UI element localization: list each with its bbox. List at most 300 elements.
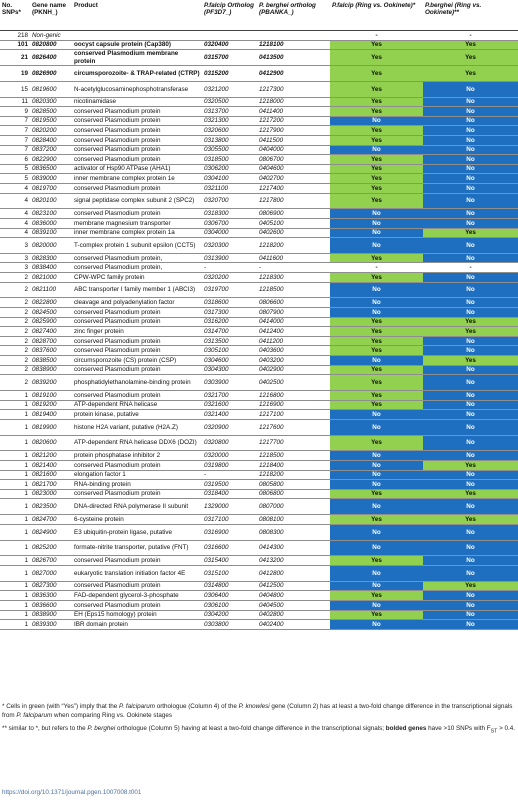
pb-result-cell: No [423,480,518,490]
pf-result-cell: No [330,209,423,219]
pb-ortholog-cell: 0403200 [257,356,330,366]
product-cell: RNA-binding protein [72,480,202,490]
table-row [0,400,518,410]
pf-ortholog-cell: 0320000 [202,451,257,461]
pb-result-cell: Yes [423,515,518,525]
pb-result-cell: No [423,556,518,566]
table-row [0,410,518,420]
pb-ortholog-cell: 0404000 [257,145,330,155]
header-nsnps: No. SNPs* [0,1,30,31]
pb-result-cell: No [423,470,518,480]
pb-ortholog-cell: 0411600 [257,253,330,263]
gene-id-cell: 0824700 [30,515,72,525]
product-cell: formate-nitrite transporter, putative (FNT) [72,540,202,556]
gene-id-cell: 0819400 [30,410,72,420]
pb-ortholog-cell: - [257,263,330,273]
product-cell: conserved Plasmodium protein [72,556,202,566]
gene-id-cell: 0836500 [30,164,72,174]
pb-ortholog-cell: 1217400 [257,183,330,193]
table-row [0,620,518,630]
product-cell: FAD-dependent glycerol-3-phosphate [72,591,202,601]
footnote-text: gene (Column 2) has at least a two-fold change difference in the transcriptional signals from [2,703,513,719]
nsnps-cell: 1 [0,419,30,435]
pf-ortholog-cell: 0319500 [202,480,257,490]
pf-ortholog-cell: 0317100 [202,515,257,525]
gene-id-cell: 0822800 [30,298,72,308]
pb-ortholog-cell: 0806900 [257,209,330,219]
gene-id-cell: 0826400 [30,50,72,66]
nsnps-cell: 1 [0,480,30,490]
pf-ortholog-cell: 0321300 [202,116,257,126]
pf-result-cell: No [330,410,423,420]
pf-result-cell: No [330,499,423,515]
pf-ortholog-cell: 0303800 [202,620,257,630]
pb-ortholog-cell: 0404800 [257,591,330,601]
nsnps-cell: 1 [0,515,30,525]
pf-result-cell: No [330,419,423,435]
gene-id-cell: 0839000 [30,174,72,184]
footnote-species: P. falciparum [16,711,53,719]
pf-result-cell: Yes [330,81,423,97]
gene-id-cell: 0819500 [30,116,72,126]
pb-result-cell: No [423,336,518,346]
footnote-text: > 0.4. [497,725,516,732]
product-cell: ATP-dependent RNA helicase [72,400,202,410]
product-cell: circumsporozoite- & TRAP-related (CTRP) [72,65,202,81]
nsnps-cell: 2 [0,365,30,375]
pb-result-cell: No [423,107,518,117]
pb-result-cell: No [423,308,518,318]
pf-ortholog-cell: 0304200 [202,610,257,620]
pf-result-cell: Yes [330,336,423,346]
nsnps-cell: 4 [0,228,30,238]
pb-result-cell: No [423,218,518,228]
pb-ortholog-cell: 0402800 [257,610,330,620]
product-cell: DNA-directed RNA polymerase II subunit [72,499,202,515]
product-cell: conserved Plasmodium protein [72,460,202,470]
nsnps-cell: 2 [0,273,30,283]
nsnps-cell: 2 [0,308,30,318]
table-row [0,126,518,136]
pf-ortholog-cell: 0313500 [202,336,257,346]
product-cell: eukaryotic translation initiation factor 4E [72,565,202,581]
pf-ortholog-cell: 0320800 [202,435,257,451]
product-cell: elongation factor 1 [72,470,202,480]
pf-result-cell: Yes [330,556,423,566]
product-cell: conserved Plasmodium protein [72,336,202,346]
table-row [0,97,518,107]
gene-id-cell: 0827300 [30,581,72,591]
product-cell [72,31,202,41]
pf-result-cell: No [330,356,423,366]
footnote-species: P. falciparum [119,703,155,710]
nsnps-cell: 1 [0,460,30,470]
table-row [0,164,518,174]
product-cell: conserved Plasmodium protein [72,209,202,219]
gene-id-cell: 0828300 [30,253,72,263]
table-row [0,356,518,366]
product-cell: conserved Plasmodium protein [72,581,202,591]
pf-ortholog-cell: 0320300 [202,238,257,254]
pb-result-cell: No [423,97,518,107]
pf-result-cell: Yes [330,183,423,193]
gene-id-cell: 0820100 [30,193,72,209]
pf-ortholog-cell: 0316900 [202,524,257,540]
nsnps-cell: 1 [0,565,30,581]
gene-id-cell: 0823500 [30,499,72,515]
pf-result-cell: No [330,308,423,318]
table-row [0,107,518,117]
table-row [0,480,518,490]
pb-result-cell: No [423,410,518,420]
gene-id-cell: 0821100 [30,282,72,298]
gene-id-cell: Non-genic [30,31,72,41]
footnote-text: orthologue (Column 4) of the [154,703,239,710]
pf-ortholog-cell: 0313700 [202,107,257,117]
pf-result-cell: - [330,263,423,273]
pf-result-cell: Yes [330,193,423,209]
footnote-text: orthologue (Column 5) having at least a two-fold change difference in the transcriptional signals; [115,725,386,732]
gene-id-cell: 0822900 [30,155,72,165]
table-row [0,135,518,145]
pb-result-cell: No [423,164,518,174]
pb-ortholog-cell: 0412900 [257,65,330,81]
nsnps-cell: 9 [0,107,30,117]
pf-result-cell: Yes [330,489,423,499]
pb-ortholog-cell: 1217200 [257,116,330,126]
product-cell: protein kinase, putative [72,410,202,420]
pf-result-cell: Yes [330,273,423,283]
gene-id-cell: 0819700 [30,183,72,193]
gene-id-cell: 0825900 [30,317,72,327]
footnote-1 [2,703,516,720]
pb-result-cell: No [423,174,518,184]
gene-id-cell: 0825200 [30,540,72,556]
product-cell: membrane magnesium transporter [72,218,202,228]
pb-ortholog-cell: 1218500 [257,451,330,461]
table-row [0,228,518,238]
product-cell: nicotinamidase [72,97,202,107]
table-row [0,460,518,470]
gene-id-cell: 0821000 [30,273,72,283]
nsnps-cell: 1 [0,556,30,566]
table-row [0,391,518,401]
table-row [0,540,518,556]
pf-ortholog-cell: - [202,470,257,480]
pb-result-cell: Yes [423,327,518,337]
gene-id-cell: 0821700 [30,480,72,490]
gene-id-cell: 0821600 [30,470,72,480]
product-cell: inner membrane complex protein 1a [72,228,202,238]
pf-ortholog-cell: 0318500 [202,155,257,165]
pb-result-cell: No [423,365,518,375]
table-row [0,470,518,480]
table-row [0,155,518,165]
pb-result-cell: No [423,435,518,451]
pf-result-cell: No [330,565,423,581]
table-row [0,346,518,356]
pf-result-cell: Yes [330,365,423,375]
pb-ortholog-cell: 0411500 [257,135,330,145]
pf-ortholog-cell: 0303900 [202,375,257,391]
gene-id-cell: 0827000 [30,565,72,581]
table-row [0,273,518,283]
footnote-subscript: ST [490,728,498,735]
nsnps-cell: 1 [0,391,30,401]
pf-result-cell: Yes [330,65,423,81]
pf-result-cell: - [330,31,423,41]
table-row [0,209,518,219]
table-row [0,610,518,620]
nsnps-cell: 2 [0,317,30,327]
gene-id-cell: 0826900 [30,65,72,81]
pb-result-cell: No [423,419,518,435]
pb-result-cell: Yes [423,460,518,470]
pb-ortholog-cell: 0404600 [257,164,330,174]
pf-result-cell: Yes [330,174,423,184]
gene-id-cell: 0839200 [30,375,72,391]
pb-ortholog-cell: 0414000 [257,317,330,327]
gene-id-cell: 0838900 [30,610,72,620]
pf-ortholog-cell: 0321700 [202,391,257,401]
gene-id-cell: 0838500 [30,356,72,366]
pb-ortholog-cell: 0402500 [257,375,330,391]
nsnps-cell: 7 [0,135,30,145]
product-cell: phosphatidylethanolamine-binding protein [72,375,202,391]
pb-ortholog-cell: 0412800 [257,565,330,581]
product-cell: conserved Plasmodium protein [72,155,202,165]
pb-ortholog-cell: 0414300 [257,540,330,556]
pb-ortholog-cell: 0402600 [257,228,330,238]
pf-result-cell: No [330,470,423,480]
pf-result-cell: Yes [330,253,423,263]
nsnps-cell: 1 [0,470,30,480]
pb-ortholog-cell: 0805800 [257,480,330,490]
pf-ortholog-cell: 0313900 [202,253,257,263]
pf-ortholog-cell: 0320400 [202,40,257,50]
pb-result-cell: No [423,282,518,298]
product-cell: conserved Plasmodium protein [72,317,202,327]
nsnps-cell: 1 [0,591,30,601]
pb-ortholog-cell: 1217800 [257,193,330,209]
pb-result-cell: No [423,193,518,209]
nsnps-cell: 1 [0,540,30,556]
pb-result-cell: No [423,610,518,620]
pb-result-cell: No [423,391,518,401]
pf-ortholog-cell: 0316600 [202,540,257,556]
table-row [0,145,518,155]
pb-ortholog-cell: 0411200 [257,336,330,346]
pb-ortholog-cell: 0806600 [257,298,330,308]
pb-result-cell: No [423,253,518,263]
pb-result-cell: No [423,620,518,630]
gene-id-cell: 0819100 [30,391,72,401]
pb-ortholog-cell: 0412500 [257,581,330,591]
pb-result-cell: Yes [423,228,518,238]
gene-id-cell: 0828500 [30,107,72,117]
product-cell: N-acetylglucosaminephosphotransferase [72,81,202,97]
nsnps-cell: 4 [0,183,30,193]
header-pf-ortholog: P.falcip Ortholog (PF3D7_) [202,1,257,31]
pb-result-cell: Yes [423,317,518,327]
product-cell: CPW-WPC family protein [72,273,202,283]
pb-ortholog-cell [257,31,330,41]
header-pb-result: P.berghei (Ring vs. Ookinete)** [423,1,518,31]
pf-ortholog-cell: 0318300 [202,209,257,219]
pf-ortholog-cell: 1329000 [202,499,257,515]
table-row [0,193,518,209]
pb-ortholog-cell: 1217300 [257,81,330,97]
footnote-2 [2,725,516,736]
pb-ortholog-cell: 0807900 [257,308,330,318]
pf-ortholog-cell: 0315400 [202,556,257,566]
gene-id-cell: 0839300 [30,620,72,630]
pb-ortholog-cell: 1217700 [257,435,330,451]
pb-ortholog-cell: 1218200 [257,238,330,254]
nsnps-cell: 2 [0,336,30,346]
pb-result-cell: No [423,209,518,219]
table-row [0,253,518,263]
pf-result-cell: No [330,298,423,308]
table-row [0,451,518,461]
product-cell: ATP-dependent RNA helicase DDX6 (DOZI) [72,435,202,451]
pf-result-cell: Yes [330,50,423,66]
footnote-text: * Cells in green (with “Yes”) imply that the [2,703,120,710]
pf-result-cell: No [330,145,423,155]
pb-ortholog-cell: 0403600 [257,346,330,356]
table-row [0,263,518,273]
gene-id-cell: 0826700 [30,556,72,566]
pf-result-cell: Yes [330,107,423,117]
header-product: Product [72,1,202,31]
pb-ortholog-cell: 1216800 [257,391,330,401]
pf-ortholog-cell: 0320200 [202,273,257,283]
table-row [0,81,518,97]
pb-ortholog-cell: 0402400 [257,620,330,630]
pf-ortholog-cell: 0306100 [202,600,257,610]
pb-ortholog-cell: 0413200 [257,556,330,566]
pf-result-cell: No [330,581,423,591]
pf-ortholog-cell: 0304000 [202,228,257,238]
pb-result-cell: Yes [423,65,518,81]
nsnps-cell: 15 [0,81,30,97]
pb-ortholog-cell: 1218400 [257,460,330,470]
pb-result-cell: No [423,600,518,610]
table-row [0,336,518,346]
pb-result-cell: No [423,400,518,410]
pb-ortholog-cell: 1218300 [257,273,330,283]
table-row [0,174,518,184]
product-cell: conserved Plasmodium protein [72,135,202,145]
pf-ortholog-cell: 0321200 [202,81,257,97]
nsnps-cell: 7 [0,145,30,155]
table-row [0,435,518,451]
gene-id-cell: 0824500 [30,308,72,318]
gene-id-cell: 0821400 [30,460,72,470]
doi-link[interactable]: https://doi.org/10.1371/journal.pgen.1007008.t001 [2,789,142,796]
snp-gene-table [0,1,518,630]
nsnps-cell: 1 [0,600,30,610]
pb-ortholog-cell: 0413500 [257,50,330,66]
pf-ortholog-cell: 0321400 [202,410,257,420]
table-row [0,556,518,566]
nsnps-cell: 2 [0,327,30,337]
nsnps-cell: 101 [0,40,30,50]
gene-id-cell: 0828400 [30,135,72,145]
product-cell: EH (Eps15 homology) protein [72,610,202,620]
pf-ortholog-cell: 0306400 [202,591,257,601]
pb-result-cell: - [423,263,518,273]
table-row [0,419,518,435]
product-cell: conserved Plasmodium protein, [72,263,202,273]
gene-id-cell: 0819600 [30,81,72,97]
nsnps-cell: 21 [0,50,30,66]
pf-ortholog-cell: 0306200 [202,164,257,174]
pf-result-cell: Yes [330,40,423,50]
pf-result-cell: No [330,228,423,238]
pf-ortholog-cell: 0305500 [202,145,257,155]
gene-id-cell: 0837600 [30,346,72,356]
nsnps-cell: 4 [0,218,30,228]
product-cell: conserved Plasmodium protein [72,600,202,610]
product-cell: conserved Plasmodium protein [72,183,202,193]
product-cell: signal peptidase complex subunit 2 (SPC2) [72,193,202,209]
header-row [0,1,518,31]
gene-id-cell: 0838900 [30,365,72,375]
pf-result-cell: Yes [330,155,423,165]
pf-result-cell: Yes [330,375,423,391]
pf-ortholog-cell: 0321100 [202,183,257,193]
pb-ortholog-cell: 0808100 [257,515,330,525]
pb-result-cell: No [423,116,518,126]
pb-result-cell: No [423,135,518,145]
nsnps-cell: 2 [0,375,30,391]
nsnps-cell: 1 [0,581,30,591]
gene-id-cell: 0823100 [30,209,72,219]
table-body [0,31,518,630]
gene-id-cell: 0819200 [30,400,72,410]
pb-result-cell: Yes [423,356,518,366]
table-row [0,524,518,540]
pf-result-cell: No [330,620,423,630]
pb-result-cell: No [423,298,518,308]
nsnps-cell: 218 [0,31,30,41]
gene-id-cell: 0839100 [30,228,72,238]
nsnps-cell: 4 [0,209,30,219]
product-cell: conserved Plasmodium protein [72,308,202,318]
nsnps-cell: 3 [0,238,30,254]
nsnps-cell: 1 [0,499,30,515]
pf-result-cell: No [330,218,423,228]
table-row [0,489,518,499]
pf-result-cell: No [330,460,423,470]
product-cell: conserved Plasmodium protein [72,126,202,136]
nsnps-cell: 3 [0,263,30,273]
pb-result-cell: No [423,183,518,193]
pf-ortholog-cell: 0320900 [202,419,257,435]
product-cell: E3 ubiquitin-protein ligase, putative [72,524,202,540]
nsnps-cell: 1 [0,435,30,451]
product-cell: conserved Plasmodium protein [72,346,202,356]
pb-result-cell: No [423,591,518,601]
product-cell: cleavage and polyadenylation factor [72,298,202,308]
gene-id-cell: 0824900 [30,524,72,540]
product-cell: conserved Plasmodium membrane protein [72,50,202,66]
pb-result-cell: Yes [423,581,518,591]
pb-ortholog-cell: 0806700 [257,155,330,165]
pb-ortholog-cell: 0807000 [257,499,330,515]
table-row [0,365,518,375]
